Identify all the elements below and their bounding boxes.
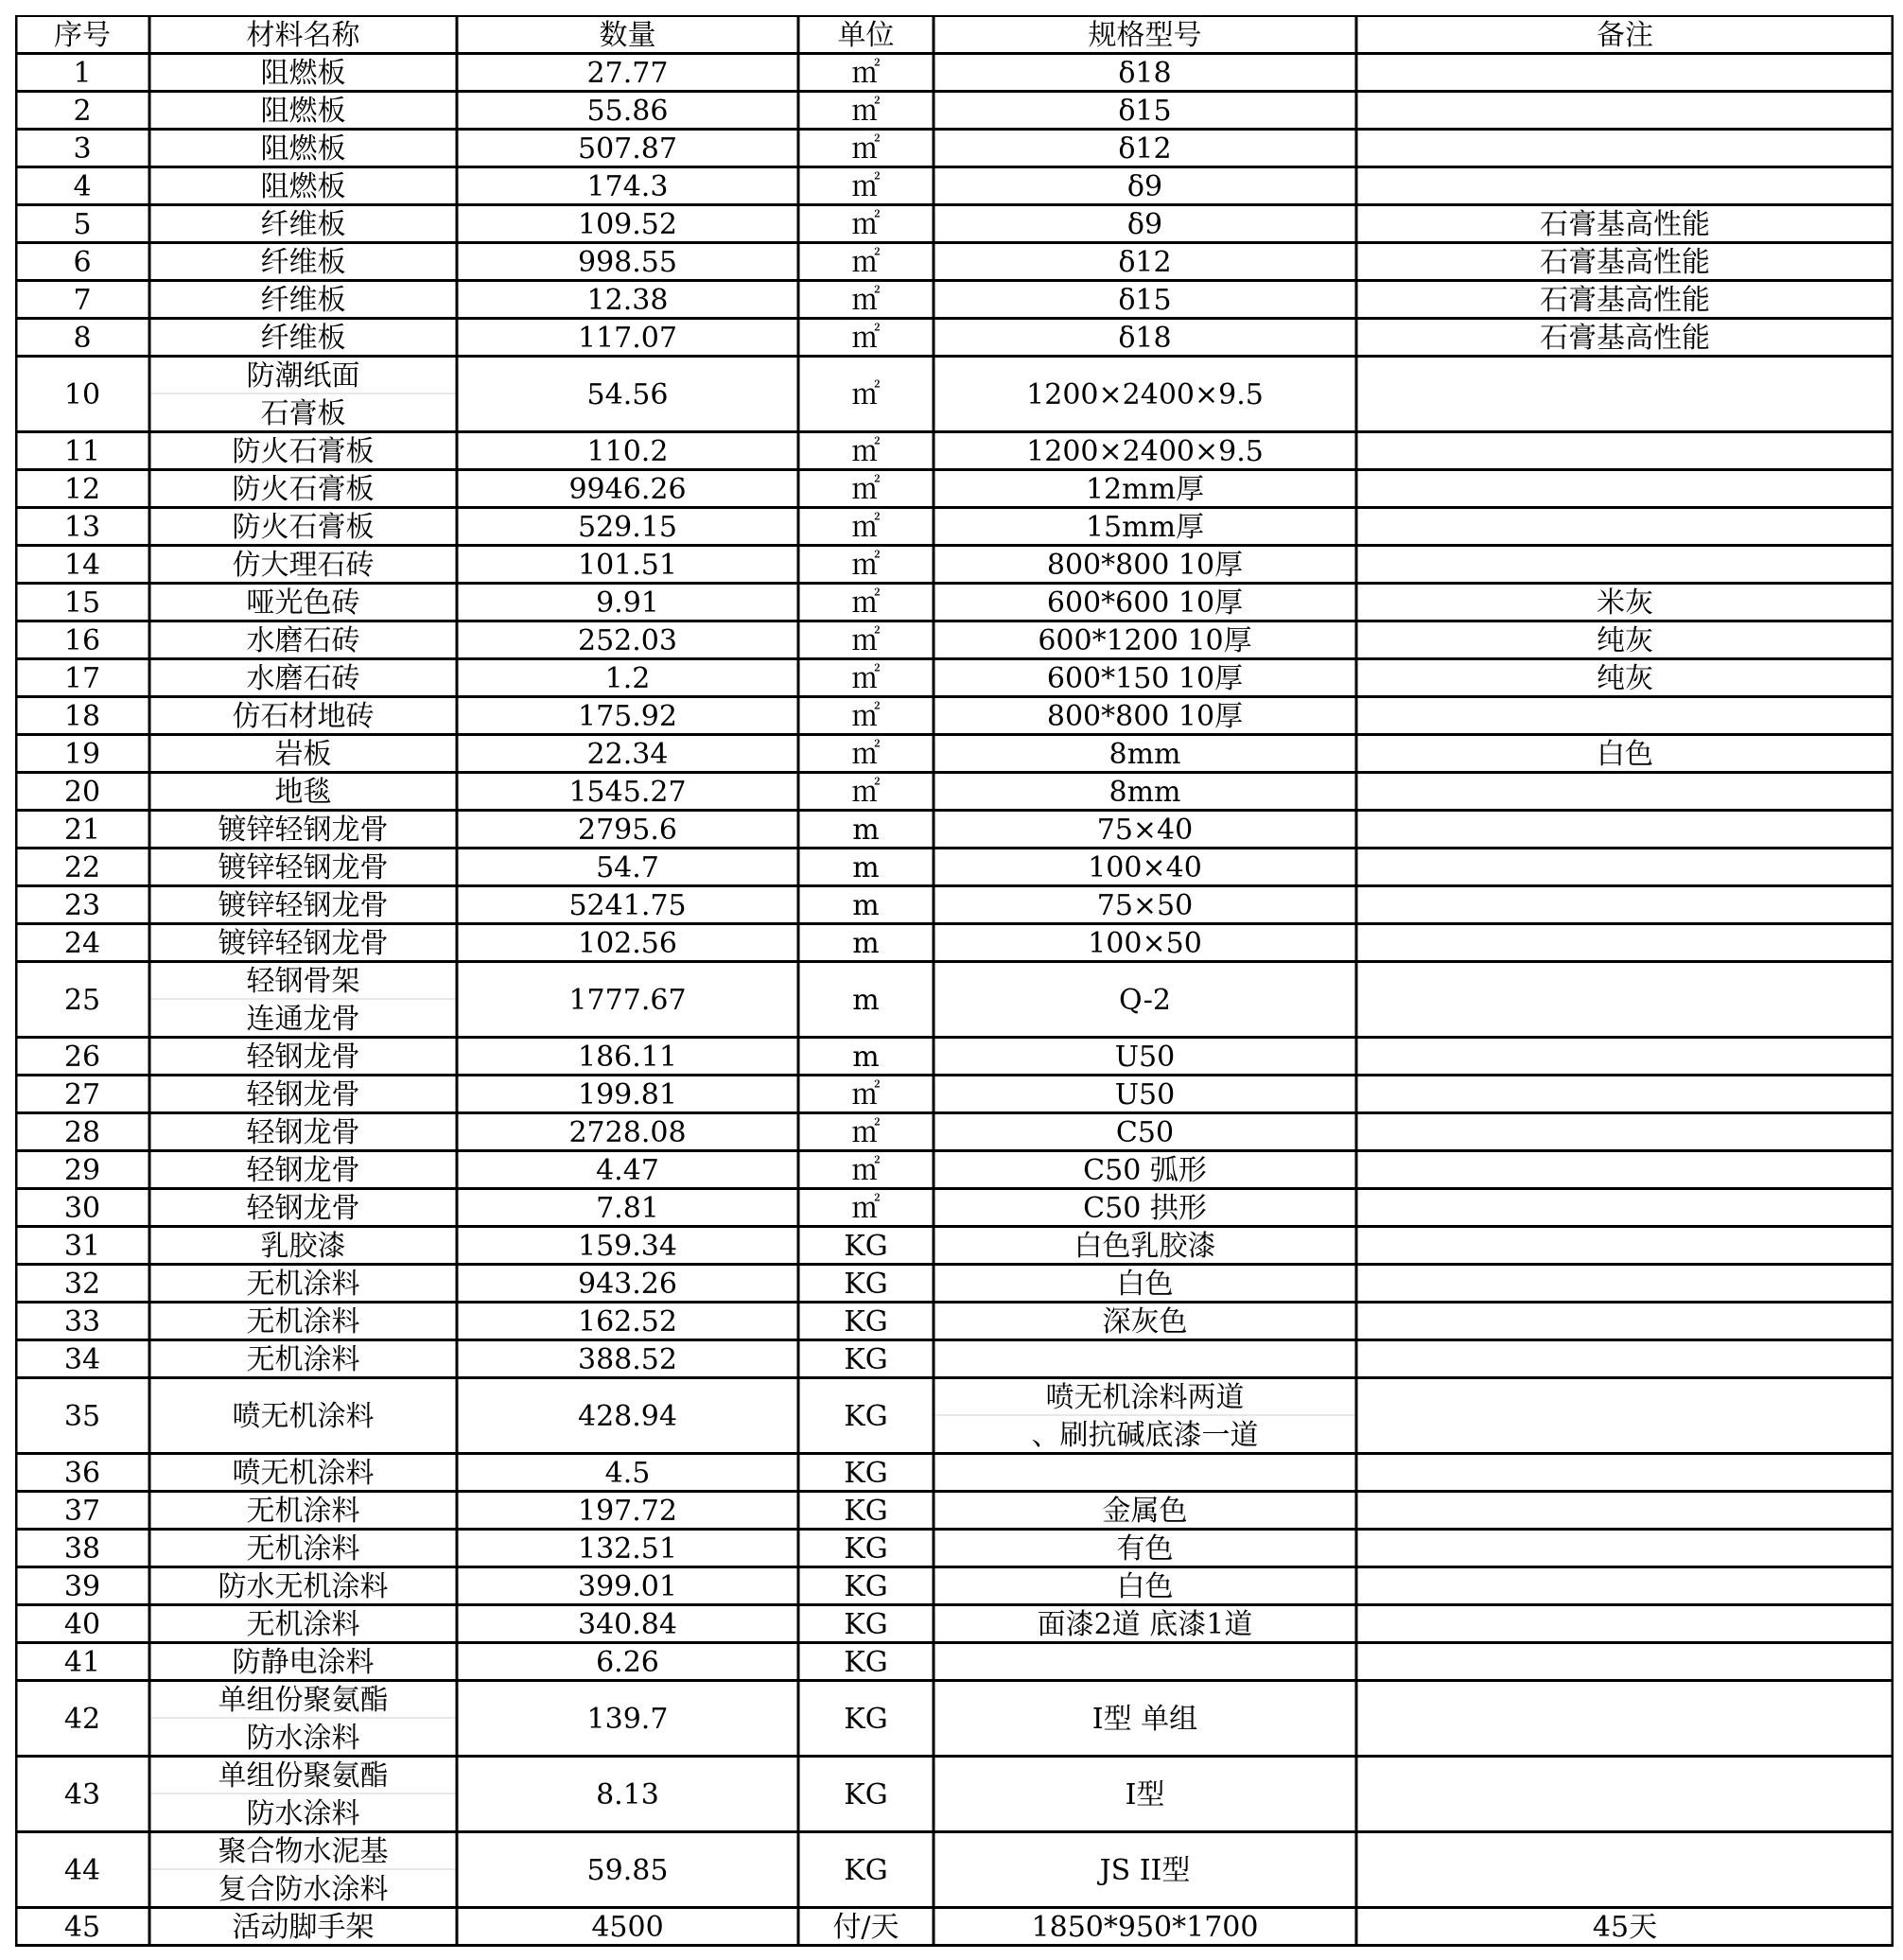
quantity: 159.34 xyxy=(578,1230,677,1263)
material-name-line: 镀锌轻钢龙骨 xyxy=(218,851,389,884)
quantity: 59.85 xyxy=(586,1854,669,1887)
row-number: 43 xyxy=(63,1778,101,1811)
row-number: 17 xyxy=(63,662,101,695)
material-name-line: 无机涂料 xyxy=(246,1495,360,1528)
spec-line: 600*150 10厚 xyxy=(1046,662,1244,695)
unit: ㎡ xyxy=(851,738,881,771)
row-number: 18 xyxy=(63,700,101,733)
quantity: 2795.6 xyxy=(578,814,677,847)
material-name-line: 纤维板 xyxy=(260,322,346,355)
spec-line: δ18 xyxy=(1118,57,1172,90)
row-number: 34 xyxy=(63,1343,101,1376)
row-number: 28 xyxy=(63,1116,101,1149)
row-number: 13 xyxy=(63,511,101,544)
note-line xyxy=(1356,1341,1894,1379)
row-number: 33 xyxy=(63,1305,101,1339)
row-number: 42 xyxy=(63,1703,101,1736)
quantity: 162.52 xyxy=(578,1305,677,1339)
note-line: 白色 xyxy=(1597,738,1653,771)
header-material-name: 材料名称 xyxy=(246,19,360,52)
spec-line: δ12 xyxy=(1118,246,1172,279)
material-name-line: 阻燃板 xyxy=(260,132,346,166)
material-name-line: 防水涂料 xyxy=(246,1797,360,1830)
header-unit: 单位 xyxy=(837,19,895,52)
note-line xyxy=(1356,1304,1894,1341)
note xyxy=(1356,358,1894,433)
unit: ㎡ xyxy=(851,586,881,620)
note-line: 石膏基高性能 xyxy=(1540,246,1710,279)
material-name-line: 阻燃板 xyxy=(260,57,346,90)
spec-line: 有色 xyxy=(1116,1532,1174,1566)
row-number: 23 xyxy=(63,889,101,922)
row-number: 36 xyxy=(63,1457,101,1490)
note-line xyxy=(1356,849,1894,887)
material-name-line: 纤维板 xyxy=(260,246,346,279)
note xyxy=(1356,1833,1894,1909)
unit: KG xyxy=(844,1343,888,1376)
spec: Ⅰ型 xyxy=(1125,1778,1165,1811)
note-line xyxy=(1356,887,1894,925)
note-line xyxy=(1356,471,1894,509)
quantity: 110.2 xyxy=(586,435,669,468)
unit: ㎡ xyxy=(851,170,881,203)
material-name-line: 乳胶漆 xyxy=(260,1230,346,1263)
unit: KG xyxy=(844,1230,888,1263)
spec-line: 金属色 xyxy=(1102,1495,1188,1528)
material-name-line: 仿大理石砖 xyxy=(232,549,375,582)
unit: ㎡ xyxy=(851,246,881,279)
material-name-line: 阻燃板 xyxy=(260,170,346,203)
spec-line xyxy=(934,1455,1356,1493)
material-name-line: 镀锌轻钢龙骨 xyxy=(218,927,389,960)
material-name-line: 单组份聚氨酯 xyxy=(218,1684,389,1717)
note xyxy=(1356,1379,1894,1455)
material-name-line: 水磨石砖 xyxy=(246,662,360,695)
unit: KG xyxy=(844,1703,888,1736)
material-name-line: 镀锌轻钢龙骨 xyxy=(218,814,389,847)
note xyxy=(1356,1682,1894,1758)
material-name-line: 轻钢龙骨 xyxy=(246,1154,360,1187)
quantity: 12.38 xyxy=(586,284,669,317)
spec-line: 800*800 10厚 xyxy=(1046,700,1244,733)
spec-line: 1200×2400×9.5 xyxy=(1026,435,1264,468)
row-number: 8 xyxy=(73,322,92,355)
quantity: 54.7 xyxy=(596,851,659,884)
quantity: 139.7 xyxy=(586,1703,669,1736)
row-number: 44 xyxy=(63,1854,101,1887)
spec-line: U50 xyxy=(1114,1041,1176,1074)
unit: KG xyxy=(844,1305,888,1339)
unit: KG xyxy=(844,1608,888,1641)
unit: KG xyxy=(844,1646,888,1679)
spec-line: 15mm厚 xyxy=(1085,511,1205,544)
row-number: 39 xyxy=(63,1570,101,1603)
spec: JS II型 xyxy=(1099,1854,1191,1887)
spec-line: 12mm厚 xyxy=(1085,473,1205,506)
row-number: 7 xyxy=(73,284,92,317)
row-number: 4 xyxy=(73,170,92,203)
material-name-line: 轻钢龙骨 xyxy=(246,1041,360,1074)
material-name-line: 复合防水涂料 xyxy=(218,1873,389,1906)
unit: KG xyxy=(844,1778,888,1811)
unit: ㎡ xyxy=(851,322,881,355)
material-name-line: 轻钢骨架 xyxy=(246,965,360,998)
unit: ㎡ xyxy=(851,1116,881,1149)
unit: KG xyxy=(844,1854,888,1887)
material-name-line: 防水涂料 xyxy=(246,1722,360,1755)
material-name-line: 轻钢龙骨 xyxy=(246,1192,360,1225)
unit: ㎡ xyxy=(851,662,881,695)
row-number: 40 xyxy=(63,1608,101,1641)
quantity: 132.51 xyxy=(578,1532,677,1566)
material-name-line: 防水无机涂料 xyxy=(218,1570,389,1603)
note xyxy=(1356,1758,1894,1833)
spec-line: 、刷抗碱底漆一道 xyxy=(1031,1419,1259,1452)
row-number: 3 xyxy=(73,132,92,166)
material-name-line: 防火石膏板 xyxy=(232,435,375,468)
quantity: 1.2 xyxy=(604,662,651,695)
material-name-line: 水磨石砖 xyxy=(246,624,360,657)
note-line xyxy=(1356,1190,1894,1228)
material-name-line: 轻钢龙骨 xyxy=(246,1116,360,1149)
material-name-line: 纤维板 xyxy=(260,208,346,241)
unit: ㎡ xyxy=(851,1154,881,1187)
spec-line: 600*1200 10厚 xyxy=(1038,624,1252,657)
quantity: 252.03 xyxy=(578,624,677,657)
spec-line: 1850*950*1700 xyxy=(1031,1911,1259,1944)
unit: 付/天 xyxy=(832,1911,899,1944)
row-number: 5 xyxy=(73,208,92,241)
row-number: 37 xyxy=(63,1495,101,1528)
spec-line: 100×40 xyxy=(1088,851,1202,884)
material-name-line: 防潮纸面 xyxy=(246,359,360,393)
quantity: 2728.08 xyxy=(568,1116,687,1149)
row-number: 30 xyxy=(63,1192,101,1225)
row-number: 15 xyxy=(63,586,101,620)
quantity: 6.26 xyxy=(596,1646,659,1679)
row-number: 27 xyxy=(63,1078,101,1111)
unit: ㎡ xyxy=(851,57,881,90)
spec-line: δ12 xyxy=(1118,132,1172,166)
unit: ㎡ xyxy=(851,208,881,241)
note-line xyxy=(1356,1455,1894,1493)
spec-line: δ9 xyxy=(1126,208,1163,241)
row-number: 19 xyxy=(63,738,101,771)
row-number: 14 xyxy=(63,549,101,582)
note-line xyxy=(1356,1114,1894,1152)
spec-line: 8mm xyxy=(1109,738,1181,771)
quantity: 8.13 xyxy=(596,1778,659,1811)
row-number: 35 xyxy=(63,1400,101,1433)
unit: ㎡ xyxy=(851,95,881,128)
quantity: 4.5 xyxy=(604,1457,651,1490)
unit: KG xyxy=(844,1457,888,1490)
note-line xyxy=(1356,1039,1894,1076)
note-line: 石膏基高性能 xyxy=(1540,322,1710,355)
quantity: 9946.26 xyxy=(568,473,687,506)
row-number: 29 xyxy=(63,1154,101,1187)
quantity: 186.11 xyxy=(578,1041,677,1074)
spec-line xyxy=(934,1644,1356,1682)
material-name-line: 阻燃板 xyxy=(260,95,346,128)
quantity: 4500 xyxy=(591,1911,664,1944)
note-line xyxy=(1356,698,1894,736)
spec-line: δ9 xyxy=(1126,170,1163,203)
row-number: 26 xyxy=(63,1041,101,1074)
quantity: 101.51 xyxy=(578,549,677,582)
unit: ㎡ xyxy=(851,378,881,411)
spec-line: 深灰色 xyxy=(1102,1305,1188,1339)
note-line xyxy=(1356,1568,1894,1606)
unit: ㎡ xyxy=(851,1192,881,1225)
unit: m xyxy=(852,1041,880,1074)
unit: m xyxy=(852,814,880,847)
row-number: 20 xyxy=(63,776,101,809)
row-number: 2 xyxy=(73,95,92,128)
row-number: 1 xyxy=(73,57,92,90)
quantity: 507.87 xyxy=(578,132,677,166)
note-line xyxy=(1356,774,1894,812)
material-name-line: 无机涂料 xyxy=(246,1268,360,1301)
unit: ㎡ xyxy=(851,132,881,166)
spec-line: δ15 xyxy=(1118,284,1172,317)
row-number: 6 xyxy=(73,246,92,279)
note-line xyxy=(1356,1531,1894,1568)
quantity: 998.55 xyxy=(578,246,677,279)
note-line xyxy=(1356,1493,1894,1531)
quantity: 399.01 xyxy=(578,1570,677,1603)
note-line xyxy=(1356,1152,1894,1190)
spec: Q-2 xyxy=(1119,984,1171,1017)
spec-line: 白色 xyxy=(1116,1268,1174,1301)
material-name-line: 防静电涂料 xyxy=(232,1646,375,1679)
spec-line: 面漆2道 底漆1道 xyxy=(1037,1608,1253,1641)
unit: ㎡ xyxy=(851,284,881,317)
quantity: 7.81 xyxy=(596,1192,659,1225)
quantity: 197.72 xyxy=(578,1495,677,1528)
material-name-line: 仿石材地砖 xyxy=(232,700,375,733)
material-name-line: 地毯 xyxy=(274,776,332,809)
row-number: 38 xyxy=(63,1532,101,1566)
row-number: 31 xyxy=(63,1230,101,1263)
material-name-line: 活动脚手架 xyxy=(232,1911,375,1944)
note xyxy=(1356,963,1894,1039)
unit: ㎡ xyxy=(851,511,881,544)
note-line xyxy=(1356,168,1894,206)
note-line xyxy=(1356,131,1894,168)
quantity: 22.34 xyxy=(586,738,669,771)
note-line xyxy=(1356,812,1894,849)
spec-line: 8mm xyxy=(1109,776,1181,809)
note-line: 米灰 xyxy=(1597,586,1653,620)
spec: Ⅰ型 单组 xyxy=(1091,1703,1198,1736)
note-line xyxy=(1356,547,1894,585)
spec-line: 75×50 xyxy=(1096,889,1194,922)
note-line: 纯灰 xyxy=(1597,624,1653,657)
header-spec: 规格型号 xyxy=(1088,19,1202,52)
quantity: 1545.27 xyxy=(568,776,687,809)
unit: KG xyxy=(844,1532,888,1566)
quantity: 9.91 xyxy=(596,586,659,620)
spec-line: δ18 xyxy=(1118,322,1172,355)
quantity: 55.86 xyxy=(586,95,669,128)
row-number: 25 xyxy=(63,984,101,1017)
row-number: 41 xyxy=(63,1646,101,1679)
unit: ㎡ xyxy=(851,1078,881,1111)
material-name-line: 无机涂料 xyxy=(246,1532,360,1566)
spec-line: 喷无机涂料两道 xyxy=(1045,1381,1245,1414)
header-quantity: 数量 xyxy=(599,19,656,52)
note-line xyxy=(1356,1606,1894,1644)
note-line xyxy=(1356,509,1894,547)
spec-line: C50 xyxy=(1115,1116,1175,1149)
row-number: 45 xyxy=(63,1911,101,1944)
material-name-line: 无机涂料 xyxy=(246,1608,360,1641)
material-name: 喷无机涂料 xyxy=(232,1400,375,1433)
quantity: 117.07 xyxy=(578,322,677,355)
quantity: 27.77 xyxy=(586,57,669,90)
material-name-line: 聚合物水泥基 xyxy=(218,1835,389,1868)
quantity: 175.92 xyxy=(578,700,677,733)
row-number: 11 xyxy=(63,435,101,468)
header-note: 备注 xyxy=(1597,19,1653,52)
row-number: 24 xyxy=(63,927,101,960)
quantity: 529.15 xyxy=(578,511,677,544)
spec-line: U50 xyxy=(1114,1078,1176,1111)
row-number: 21 xyxy=(63,814,101,847)
material-name-line: 哑光色砖 xyxy=(246,586,360,620)
quantity: 340.84 xyxy=(578,1608,677,1641)
quantity: 54.56 xyxy=(586,378,669,411)
unit: ㎡ xyxy=(851,473,881,506)
quantity: 174.3 xyxy=(586,170,669,203)
material-name-line: 石膏板 xyxy=(260,397,346,430)
note-line xyxy=(1356,1266,1894,1304)
quantity: 943.26 xyxy=(578,1268,677,1301)
note-line: 45天 xyxy=(1592,1911,1658,1944)
unit: ㎡ xyxy=(851,776,881,809)
spec-line: C50 拱形 xyxy=(1083,1192,1207,1225)
note-line xyxy=(1356,55,1894,93)
row-number: 22 xyxy=(63,851,101,884)
row-number: 16 xyxy=(63,624,101,657)
spec-line: δ15 xyxy=(1118,95,1172,128)
material-name-line: 轻钢龙骨 xyxy=(246,1078,360,1111)
material-name-line: 无机涂料 xyxy=(246,1343,360,1376)
unit: m xyxy=(852,889,880,922)
note-line: 石膏基高性能 xyxy=(1540,208,1710,241)
material-name-line: 镀锌轻钢龙骨 xyxy=(218,889,389,922)
note-line: 石膏基高性能 xyxy=(1540,284,1710,317)
row-number: 12 xyxy=(63,473,101,506)
spec-line: 800*800 10厚 xyxy=(1046,549,1244,582)
quantity: 199.81 xyxy=(578,1078,677,1111)
material-name-line: 纤维板 xyxy=(260,284,346,317)
row-number: 32 xyxy=(63,1268,101,1301)
table-cells xyxy=(15,15,1894,1949)
material-name-line: 连通龙骨 xyxy=(246,1003,360,1036)
unit: ㎡ xyxy=(851,700,881,733)
unit: m xyxy=(852,851,880,884)
unit: ㎡ xyxy=(851,624,881,657)
materials-table xyxy=(15,15,1894,1949)
quantity: 5241.75 xyxy=(568,889,687,922)
unit: KG xyxy=(844,1495,888,1528)
material-name-line: 喷无机涂料 xyxy=(232,1457,375,1490)
note-line xyxy=(1356,1644,1894,1682)
spec-line: C50 弧形 xyxy=(1083,1154,1207,1187)
quantity: 1777.67 xyxy=(568,984,687,1017)
spec: 1200×2400×9.5 xyxy=(1026,378,1264,411)
quantity: 102.56 xyxy=(578,927,677,960)
spec-line: 75×40 xyxy=(1096,814,1194,847)
unit: m xyxy=(852,984,880,1017)
material-name-line: 防火石膏板 xyxy=(232,473,375,506)
note-line xyxy=(1356,1228,1894,1266)
material-name-line: 防火石膏板 xyxy=(232,511,375,544)
material-name-line: 无机涂料 xyxy=(246,1305,360,1339)
note-line xyxy=(1356,93,1894,131)
quantity: 4.47 xyxy=(596,1154,659,1187)
quantity: 428.94 xyxy=(578,1400,677,1433)
spec-line: 600*600 10厚 xyxy=(1046,586,1244,620)
note-line xyxy=(1356,433,1894,471)
spec-line: 白色乳胶漆 xyxy=(1074,1230,1216,1263)
unit: KG xyxy=(844,1400,888,1433)
note-line xyxy=(1356,925,1894,963)
spec-line: 100×50 xyxy=(1088,927,1202,960)
note-line xyxy=(1356,1076,1894,1114)
header-row-number: 序号 xyxy=(54,19,111,52)
quantity: 109.52 xyxy=(578,208,677,241)
row-number: 10 xyxy=(63,378,101,411)
spec-line xyxy=(934,1341,1356,1379)
unit: ㎡ xyxy=(851,435,881,468)
material-name-line: 单组份聚氨酯 xyxy=(218,1759,389,1793)
note-line: 纯灰 xyxy=(1597,662,1653,695)
unit: m xyxy=(852,927,880,960)
spec-line: 白色 xyxy=(1116,1570,1174,1603)
material-name-line: 岩板 xyxy=(274,738,332,771)
unit: KG xyxy=(844,1570,888,1603)
quantity: 388.52 xyxy=(578,1343,677,1376)
unit: KG xyxy=(844,1268,888,1301)
unit: ㎡ xyxy=(851,549,881,582)
